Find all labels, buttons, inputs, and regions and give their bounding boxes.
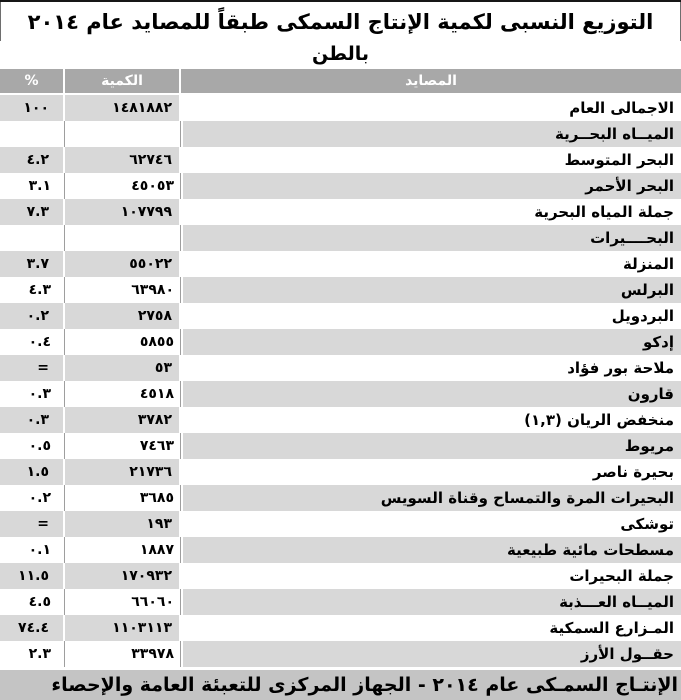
- fishery-cell: الميــاه العـــذبة: [181, 589, 681, 615]
- fisheries-table-region: [0, 69, 681, 667]
- fishery-cell: منخفض الريان (١,٣): [524, 410, 674, 429]
- fishery-cell: جملة المياه البحرية: [534, 202, 674, 221]
- table-row: [0, 511, 681, 537]
- fishery-cell: المـزارع السمكية: [549, 618, 674, 637]
- fishery-cell: مريوط: [181, 433, 681, 459]
- percent-cell: =: [0, 355, 65, 381]
- fishery-cell: البحيرات المرة والتمساح وقناة السويس: [181, 485, 681, 511]
- table-row: [0, 615, 681, 641]
- fishery-cell: الاجمالى العام: [569, 98, 674, 117]
- quantity-cell: ١٠٧٧٩٩: [65, 199, 181, 225]
- quantity-cell: ٥٣: [65, 355, 181, 381]
- table-row: [0, 277, 681, 303]
- percent-cell: ١٠٠: [0, 95, 65, 121]
- fishery-cell: قارون: [181, 381, 681, 407]
- fishery-cell: حقــول الأرز: [181, 641, 681, 667]
- table-row: [0, 225, 681, 251]
- page-title: التوزيع النسبى لكمية الإنتاج السمكى طبقاً للمصايد عام ٢٠١٤: [0, 2, 681, 41]
- percent-cell: ٧.٣: [0, 199, 65, 225]
- percent-cell: ٧٤.٤: [0, 615, 65, 641]
- quantity-cell: ٤٥١٨: [139, 385, 174, 402]
- fishery-cell: البرلس: [181, 277, 681, 303]
- table-row: [0, 355, 681, 381]
- fishery-cell: البحــــيرات: [181, 225, 681, 251]
- table-row: [0, 459, 681, 485]
- table-row: [0, 407, 681, 433]
- table-row: [0, 589, 681, 615]
- percent-cell: ١١.٥: [0, 563, 65, 589]
- table-row: [0, 381, 681, 407]
- percent-cell: ٤.٢: [0, 147, 65, 173]
- fishery-cell: توشكى: [620, 514, 674, 533]
- percent-cell: ٠.٢: [0, 303, 65, 329]
- quantity-cell: ٧٤٦٣: [139, 437, 174, 454]
- fishery-cell: البحر الأحمر: [181, 173, 681, 199]
- quantity-cell: [65, 121, 181, 147]
- percent-cell: ١.٥: [0, 459, 65, 485]
- quantity-cell: ٢٧٥٨: [65, 303, 181, 329]
- quantity-cell: ١٤٨١٨٨٢: [65, 95, 181, 121]
- table-row: [0, 329, 681, 355]
- table-row: [0, 563, 681, 589]
- fishery-cell: البردويل: [611, 306, 674, 325]
- header-quantity: الكمية: [65, 69, 181, 95]
- header-fisheries: المصايد: [181, 69, 681, 95]
- quantity-cell: ٢١٧٣٦: [65, 459, 181, 485]
- quantity-cell: ٥٥٠٢٢: [65, 251, 181, 277]
- quantity-cell: ٥٨٥٥: [139, 333, 174, 350]
- fishery-cell: الميــاه البحــرية: [181, 121, 681, 147]
- percent-cell: ٠.٢: [28, 489, 51, 506]
- percent-cell: ٠.٤: [28, 333, 51, 350]
- header-percent: %: [0, 69, 65, 95]
- percent-cell: ٤.٣: [28, 281, 51, 298]
- quantity-cell: ٦٦٠٦٠: [131, 593, 174, 610]
- fishery-cell: ملاحة بور فؤاد: [567, 358, 674, 377]
- quantity-cell: ٦٣٩٨٠: [131, 281, 174, 298]
- percent-cell: =: [0, 511, 65, 537]
- table-row: [0, 147, 681, 173]
- quantity-cell: ١١٠٣١١٣: [65, 615, 181, 641]
- fishery-cell: إدكو: [181, 329, 681, 355]
- fishery-cell: مسطحات مائية طبيعية: [181, 537, 681, 563]
- fishery-cell: بحيرة ناصر: [592, 462, 674, 481]
- percent-cell: ٠.٣: [28, 385, 51, 402]
- quantity-cell: ١٧٠٩٣٢: [65, 563, 181, 589]
- table-row: [0, 433, 681, 459]
- fishery-cell: جملة البحيرات: [569, 566, 674, 585]
- table-row: [0, 173, 681, 199]
- fishery-cell: البحر المتوسط: [564, 150, 674, 169]
- table-row: [0, 537, 681, 563]
- percent-cell: ٠.٣: [0, 407, 65, 433]
- percent-cell: ٣.٧: [0, 251, 65, 277]
- fishery-cell: المنزلة: [622, 254, 674, 273]
- fisheries-table: [0, 69, 681, 667]
- quantity-cell: ٣٣٩٧٨: [131, 645, 174, 662]
- percent-cell: ٠.١: [28, 541, 51, 558]
- table-row: [0, 251, 681, 277]
- quantity-cell: ٣٦٨٥: [139, 489, 174, 506]
- source-footer: الإنتـاج السمـكى عام ٢٠١٤ - الجهاز المركزى للتعبئة العامة والإحصاء: [0, 667, 681, 700]
- percent-cell: [0, 225, 65, 251]
- quantity-cell: ١٩٣: [65, 511, 181, 537]
- table-row: [0, 95, 681, 121]
- percent-cell: ٣.١: [28, 177, 51, 194]
- percent-cell: ٤.٥: [28, 593, 51, 610]
- table-row: [0, 199, 681, 225]
- quantity-cell: ٦٢٧٤٦: [65, 147, 181, 173]
- table-row: [0, 485, 681, 511]
- quantity-cell: ٤٥٠٥٣: [131, 177, 174, 194]
- table-row: [0, 641, 681, 667]
- header-row: [0, 69, 681, 95]
- percent-cell: ٢.٣: [28, 645, 51, 662]
- table-row: [0, 303, 681, 329]
- quantity-cell: [65, 225, 181, 251]
- quantity-cell: ٣٧٨٢: [65, 407, 181, 433]
- percent-cell: [0, 121, 65, 147]
- percent-cell: ٠.٥: [28, 437, 51, 454]
- page-subtitle: بالطن: [311, 43, 369, 66]
- quantity-cell: ١٨٨٧: [139, 541, 174, 558]
- table-row: [0, 121, 681, 147]
